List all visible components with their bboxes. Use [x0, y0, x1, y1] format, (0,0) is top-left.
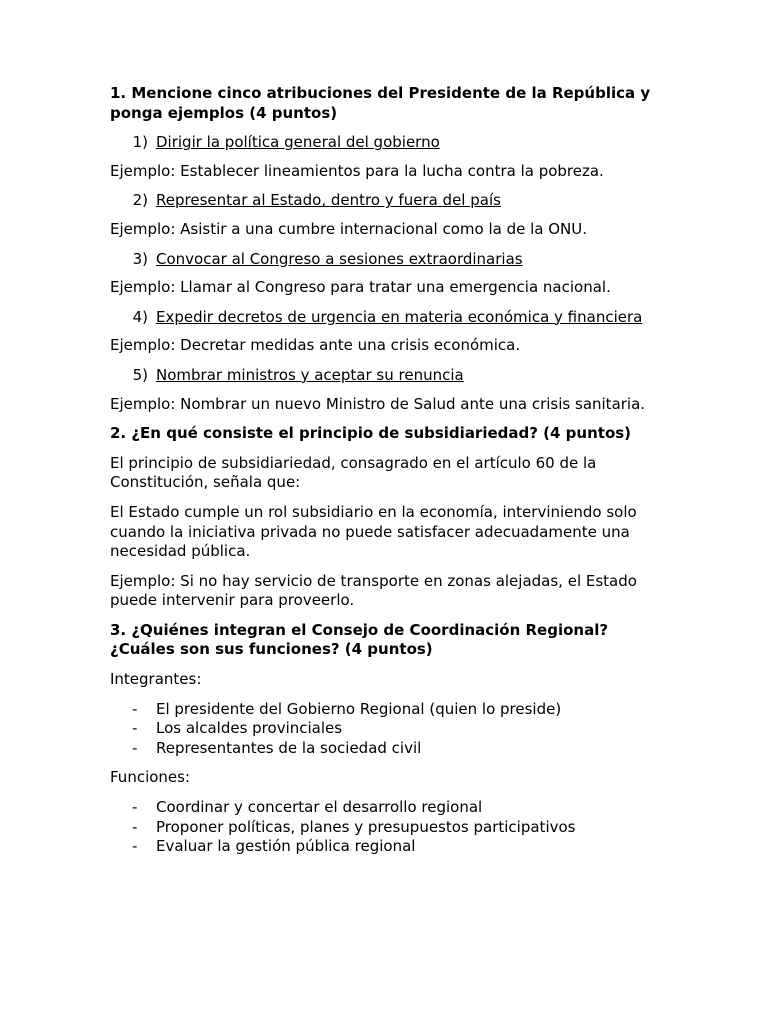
dash-bullet: - [132, 817, 138, 836]
list-item [110, 837, 670, 857]
list-item-text: Los alcaldes provinciales [156, 719, 343, 738]
item-text: Representar al Estado, dentro y fuera del país [156, 191, 501, 210]
question-1-title: 1. Mencione cinco atribuciones del Presidente de la República y ponga ejemplos (4 puntos) [110, 84, 651, 122]
paragraph: Ejemplo: Si no hay servicio de transporte en zonas alejadas, el Estado puede intervenir para proveerlo. [110, 571, 637, 610]
item-number: 2) [132, 191, 148, 210]
integrantes-label: Integrantes: [110, 670, 202, 689]
list-item [110, 191, 670, 211]
dash-bullet: - [132, 837, 138, 856]
list-item-text: El presidente del Gobierno Regional (quien lo preside) [156, 699, 562, 718]
list-item-text: Evaluar la gestión pública regional [156, 837, 416, 856]
list-item [110, 818, 670, 838]
list-item [110, 719, 670, 739]
example-text: Ejemplo: Asistir a una cumbre internacional como la de la ONU. [110, 219, 588, 238]
dash-bullet: - [132, 699, 138, 718]
example-text: Ejemplo: Llamar al Congreso para tratar una emergencia nacional. [110, 278, 611, 297]
item-number: 5) [132, 365, 148, 384]
integrantes-list [110, 700, 670, 759]
document-page [110, 84, 670, 867]
example-text: Ejemplo: Nombrar un nuevo Ministro de Salud ante una crisis sanitaria. [110, 394, 646, 413]
paragraph: El principio de subsidiariedad, consagrado en el artículo 60 de la Constitución, señala que: [110, 453, 597, 492]
item-number: 1) [132, 133, 148, 152]
item-text: Nombrar ministros y aceptar su renuncia [156, 365, 464, 384]
dash-bullet: - [132, 798, 138, 817]
list-item [110, 739, 670, 759]
list-item [110, 700, 670, 720]
dash-bullet: - [132, 738, 138, 757]
list-item [110, 308, 670, 328]
item-text: Dirigir la política general del gobierno [156, 133, 440, 152]
item-number: 3) [132, 249, 148, 268]
item-text: Expedir decretos de urgencia en materia económica y financiera [156, 307, 643, 326]
dash-bullet: - [132, 719, 138, 738]
list-item [110, 798, 670, 818]
list-item-text: Coordinar y concertar el desarrollo regional [156, 798, 483, 817]
question-3-title: 3. ¿Quiénes integran el Consejo de Coordinación Regional? ¿Cuáles son sus funciones? (4 puntos) [110, 620, 609, 659]
example-text: Ejemplo: Establecer lineamientos para la lucha contra la pobreza. [110, 161, 604, 180]
funciones-label: Funciones: [110, 768, 191, 787]
example-text: Ejemplo: Decretar medidas ante una crisis económica. [110, 336, 521, 355]
list-item-text: Representantes de la sociedad civil [156, 738, 422, 757]
list-item-text: Proponer políticas, planes y presupuestos participativos [156, 817, 576, 836]
paragraph: El Estado cumple un rol subsidiario en la economía, interviniendo solo cuando la iniciativa privada no puede satisfacer adecuadamente una necesidad pública. [110, 502, 637, 561]
list-item [110, 366, 670, 386]
question-2-title: 2. ¿En qué consiste el principio de subsidiariedad? (4 puntos) [110, 424, 632, 443]
item-number: 4) [132, 307, 148, 326]
funciones-list [110, 798, 670, 857]
item-text: Convocar al Congreso a sesiones extraordinarias [156, 249, 523, 268]
list-item [110, 250, 670, 270]
list-item [110, 133, 670, 153]
